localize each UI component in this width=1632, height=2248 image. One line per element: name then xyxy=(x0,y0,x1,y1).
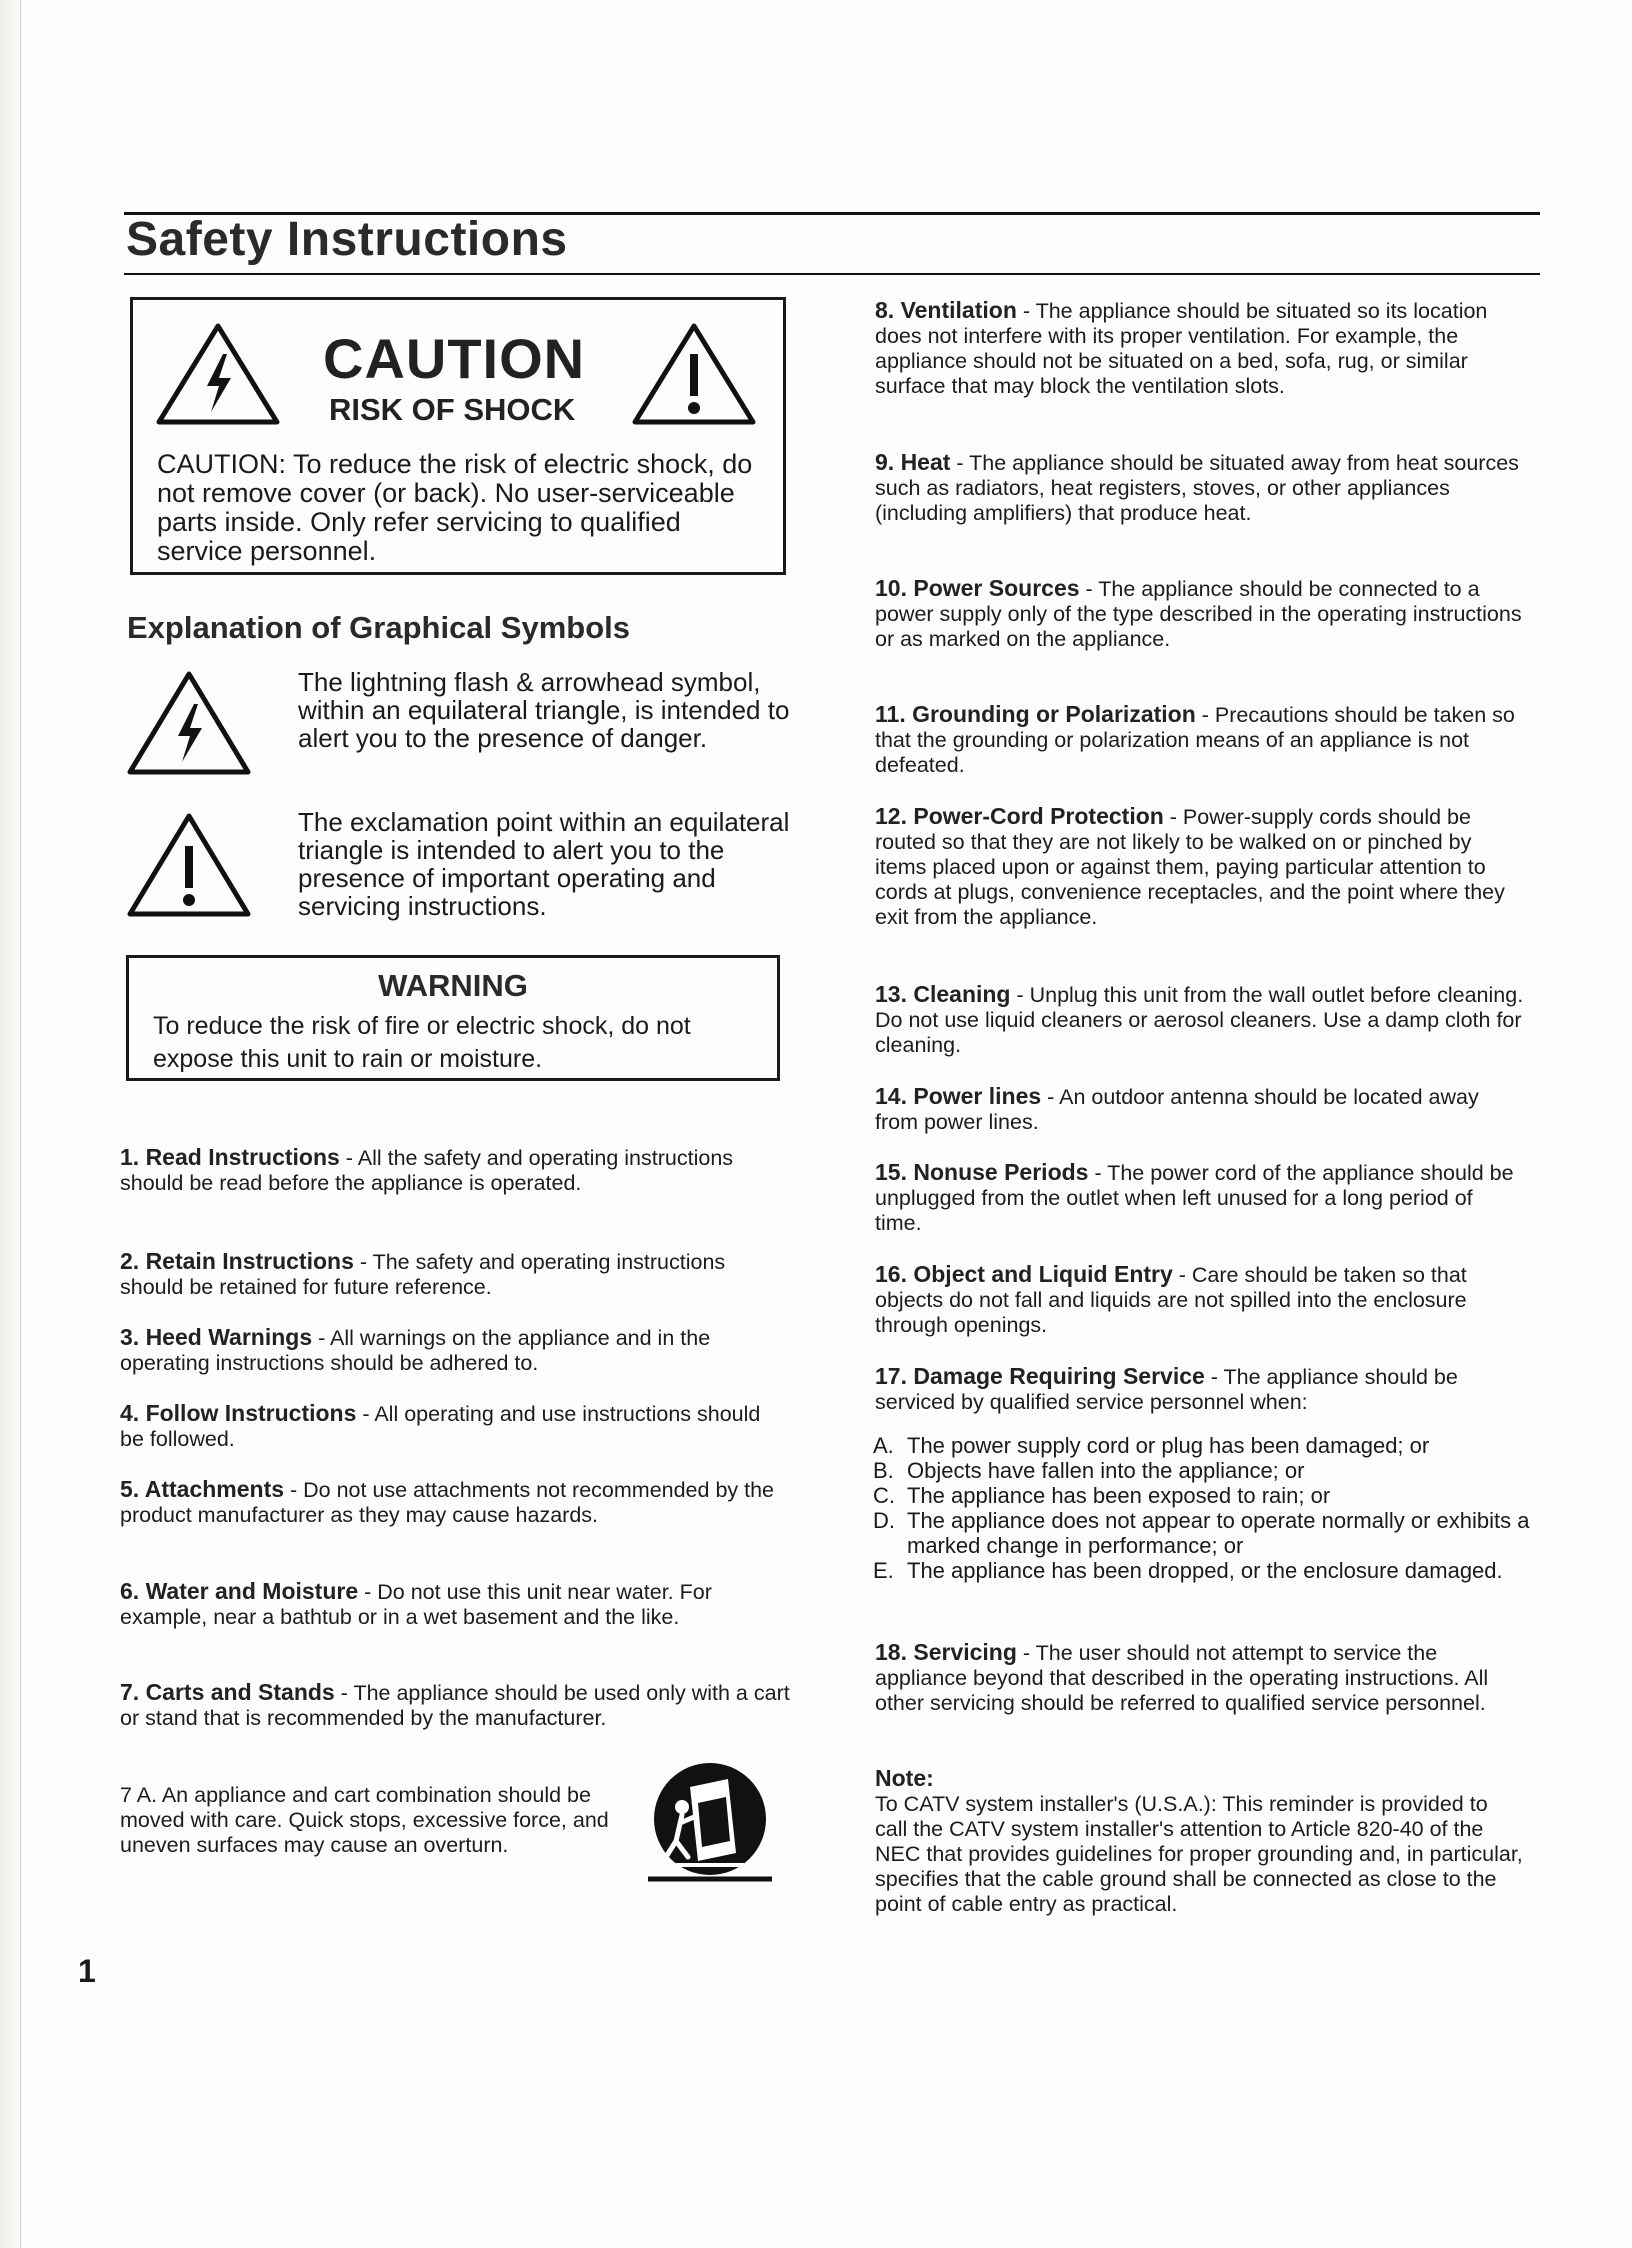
list-item: 2. Retain Instructions - The safety and operating instructions should be retained for future reference. xyxy=(120,1248,726,1299)
exclamation-symbol-text: The exclamation point within an equilateral triangle is intended to alert you to the presence of important operating and servicing instructions. xyxy=(298,807,790,921)
damage-list xyxy=(873,1433,1533,1583)
damage-list-item: A. The power supply cord or plug has been damaged; or xyxy=(873,1433,1430,1458)
damage-list-item: C. The appliance has been exposed to rain; or xyxy=(873,1483,1331,1508)
page-title: Safety Instructions xyxy=(126,213,568,266)
list-item: 12. Power-Cord Protection - Power-supply cords should be routed so that they are not likely to be walked on or pinched by items placed upon or against them, paying particular attention to cords at plugs, convenience receptacles, and the point where they exit from the appliance. xyxy=(875,803,1505,929)
note: Note: To CATV system installer's (U.S.A.): This reminder is provided to call the CATV system installer's attention to Article 820-40 of the NEC that provides guidelines for proper grounding and, in particular, specifies that the cable ground shall be connected as close to the point of cable entry as practical. xyxy=(875,1765,1523,1916)
list-item: 9. Heat - The appliance should be situated away from heat sources such as radiators, heat registers, stoves, or other appliances (including amplifiers) that produce heat. xyxy=(875,449,1519,525)
list-item: 17. Damage Requiring Service - The appliance should be serviced by qualified service personnel when: xyxy=(875,1363,1458,1414)
list-item: 4. Follow Instructions - All operating and use instructions should be followed. xyxy=(120,1400,761,1451)
list-item: 7 A. An appliance and cart combination should be moved with care. Quick stops, excessive force, and uneven surfaces may cause an overturn. xyxy=(120,1783,609,1857)
list-item: 16. Object and Liquid Entry - Care should be taken so that objects do not fall and liquids are not spilled into the enclosure through openings. xyxy=(875,1261,1467,1337)
list-item: 18. Servicing - The user should not attempt to service the appliance beyond that described in the operating instructions. All other servicing should be referred to qualified service personnel. xyxy=(875,1639,1489,1715)
caution-text: CAUTION: To reduce the risk of electric shock, do not remove cover (or back). No user-serviceable parts inside. Only refer servicing to qualified service personnel. xyxy=(157,449,753,566)
exclamation-triangle-icon xyxy=(124,810,254,922)
page-number: 1 xyxy=(78,1953,96,1989)
caution-heading: CAUTION xyxy=(323,327,586,390)
caution-box xyxy=(130,297,786,575)
caution-subheading: RISK OF SHOCK xyxy=(329,392,576,427)
warning-box xyxy=(126,955,780,1081)
list-item: 15. Nonuse Periods - The power cord of the appliance should be unplugged from the outlet when left unused for a long period of time. xyxy=(875,1159,1514,1235)
list-item: 3. Heed Warnings - All warnings on the appliance and in the operating instructions should be adhered to. xyxy=(120,1324,711,1375)
list-item: 6. Water and Moisture - Do not use this unit near water. For example, near a bathtub or in a wet basement and the like. xyxy=(120,1578,712,1629)
symbols-title: Explanation of Graphical Symbols xyxy=(127,610,630,645)
damage-list-item: E. The appliance has been dropped, or the enclosure damaged. xyxy=(873,1558,1503,1583)
damage-list-item: D. The appliance does not appear to operate normally or exhibits a marked change in performance; or xyxy=(873,1508,1530,1558)
list-item: 1. Read Instructions - All the safety and operating instructions should be read before the appliance is operated. xyxy=(120,1144,734,1195)
warning-text: To reduce the risk of fire or electric shock, do not expose this unit to rain or moisture. xyxy=(153,1012,691,1073)
list-item: 14. Power lines - An outdoor antenna should be located away from power lines. xyxy=(875,1083,1479,1134)
cart-tip-over-icon xyxy=(640,1757,780,1887)
list-item: 5. Attachments - Do not use attachments not recommended by the product manufacturer as they may cause hazards. xyxy=(120,1476,775,1527)
list-item: 10. Power Sources - The appliance should be connected to a power supply only of the type described in the operating instructions or as marked on the appliance. xyxy=(875,575,1522,651)
list-item: 7. Carts and Stands - The appliance should be used only with a cart or stand that is recommended by the manufacturer. xyxy=(120,1679,790,1730)
lightning-symbol-text: The lightning flash & arrowhead symbol, within an equilateral triangle, is intended to alert you to the presence of danger. xyxy=(298,667,790,753)
page-binding-edge xyxy=(0,0,21,2248)
exclamation-triangle-icon xyxy=(629,320,759,430)
lightning-triangle-icon xyxy=(153,320,283,430)
list-item: 8. Ventilation - The appliance should be situated so its location does not interfere with its proper ventilation. For example, the appliance should not be situated on a bed, sofa, rug, or similar surface that may block the ventilation slots. xyxy=(875,297,1488,398)
list-item: 13. Cleaning - Unplug this unit from the wall outlet before cleaning. Do not use liquid cleaners or aerosol cleaners. Use a damp cloth for cleaning. xyxy=(875,981,1524,1057)
lightning-triangle-icon xyxy=(124,668,254,780)
title-rule-bottom xyxy=(124,273,1540,275)
damage-list-item: B. Objects have fallen into the appliance; or xyxy=(873,1458,1305,1483)
list-item: 11. Grounding or Polarization - Precautions should be taken so that the grounding or polarization means of an appliance is not defeated. xyxy=(875,701,1515,777)
warning-heading: WARNING xyxy=(378,968,528,1003)
